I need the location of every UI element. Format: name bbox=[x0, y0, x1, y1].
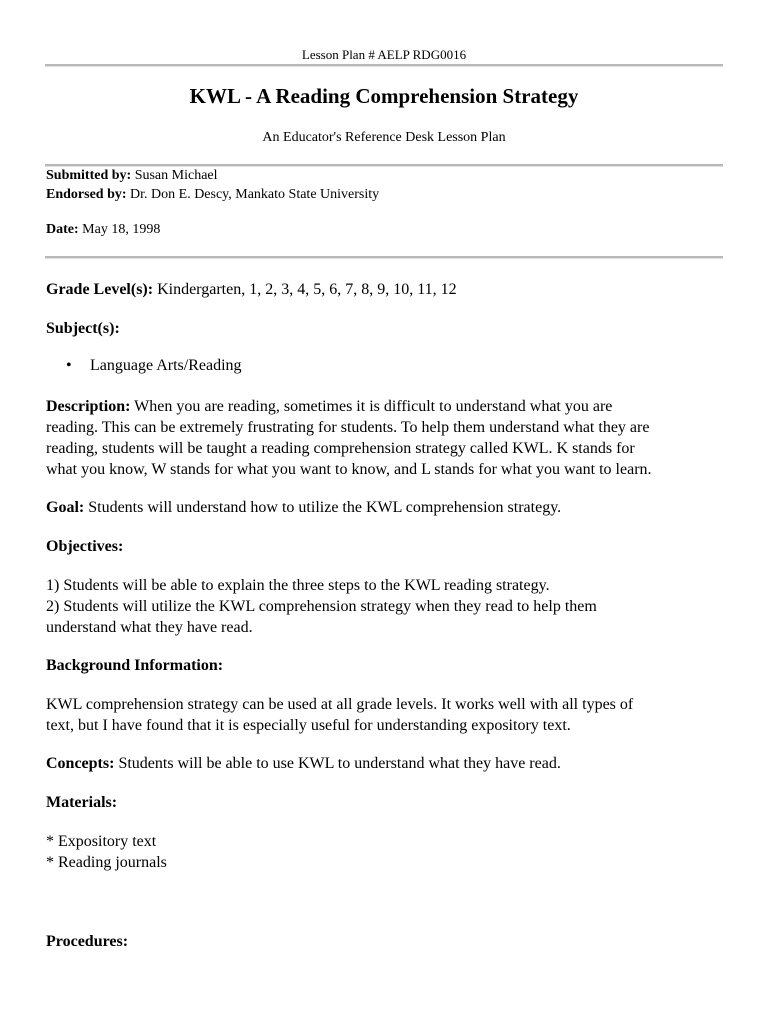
goal-label: Goal: bbox=[46, 499, 85, 516]
description-line: what you know, W stands for what you want to know, and L stands for what you want to learn. bbox=[46, 461, 652, 478]
goal-value: Students will understand how to utilize the KWL comprehension strategy. bbox=[88, 499, 562, 516]
material-item: * Expository text bbox=[46, 833, 157, 850]
lesson-plan-number: Lesson Plan # AELP RDG0016 bbox=[301, 47, 467, 62]
concepts bbox=[46, 753, 726, 774]
concepts-value: Students will be able to use KWL to understand what they have read. bbox=[118, 755, 561, 772]
page-title: KWL - A Reading Comprehension Strategy bbox=[189, 84, 579, 108]
background-label: Background Information: bbox=[46, 657, 224, 674]
description-line: reading. This can be extremely frustrating for students. To help them understand what they are bbox=[46, 419, 650, 436]
submitted-by bbox=[46, 168, 218, 184]
description-line: reading, students will be taught a reading comprehension strategy called KWL. K stands for bbox=[46, 440, 635, 457]
background-line: KWL comprehension strategy can be used at all grade levels. It works well with all types of bbox=[46, 696, 634, 713]
objective-line: 2) Students will utilize the KWL comprehension strategy when they read to help them bbox=[46, 598, 597, 615]
procedures-label: Procedures: bbox=[46, 933, 129, 950]
date-value: May 18, 1998 bbox=[82, 222, 161, 237]
meta-divider-bottom bbox=[45, 256, 723, 259]
material-item: * Reading journals bbox=[46, 854, 167, 871]
materials-heading bbox=[46, 792, 726, 813]
endorsed-by-label: Endorsed by: bbox=[46, 187, 127, 202]
page-subtitle: An Educator's Reference Desk Lesson Plan bbox=[262, 130, 506, 145]
grade-level-value: Kindergarten, 1, 2, 3, 4, 5, 6, 7, 8, 9, 10, 11, 12 bbox=[157, 281, 457, 298]
submitted-by-value: Susan Michael bbox=[134, 168, 218, 183]
grade-level-label: Grade Level(s): bbox=[46, 281, 154, 298]
objectives-heading bbox=[46, 536, 726, 557]
description-label: Description: bbox=[46, 398, 131, 415]
objectives-label: Objectives: bbox=[46, 538, 124, 555]
procedures-heading bbox=[46, 931, 726, 952]
list-item bbox=[66, 357, 242, 375]
date-label: Date: bbox=[46, 222, 79, 237]
endorsed-by bbox=[46, 187, 379, 203]
submitted-by-label: Submitted by: bbox=[46, 168, 132, 183]
background-line: text, but I have found that it is especially useful for understanding expository text. bbox=[46, 717, 571, 734]
grade-level bbox=[46, 279, 726, 300]
objectives-list bbox=[46, 575, 726, 638]
subject-heading bbox=[46, 318, 726, 339]
background-text bbox=[46, 694, 726, 736]
concepts-label: Concepts: bbox=[46, 755, 115, 772]
date bbox=[46, 222, 160, 238]
objective-line: 1) Students will be able to explain the three steps to the KWL reading strategy. bbox=[46, 577, 550, 594]
meta-divider-top bbox=[45, 164, 723, 167]
objective-line: understand what they have read. bbox=[46, 619, 253, 636]
description bbox=[46, 396, 726, 480]
subject-label: Subject(s): bbox=[46, 320, 120, 337]
goal bbox=[46, 497, 726, 518]
background-heading bbox=[46, 655, 726, 676]
header-divider bbox=[45, 64, 723, 67]
materials-list bbox=[46, 831, 726, 873]
endorsed-by-value: Dr. Don E. Descy, Mankato State University bbox=[130, 187, 380, 202]
description-line: When you are reading, sometimes it is difficult to understand what you are bbox=[134, 398, 613, 415]
bullet-icon: • bbox=[66, 357, 72, 374]
subject-item: Language Arts/Reading bbox=[90, 357, 242, 374]
materials-label: Materials: bbox=[46, 794, 118, 811]
